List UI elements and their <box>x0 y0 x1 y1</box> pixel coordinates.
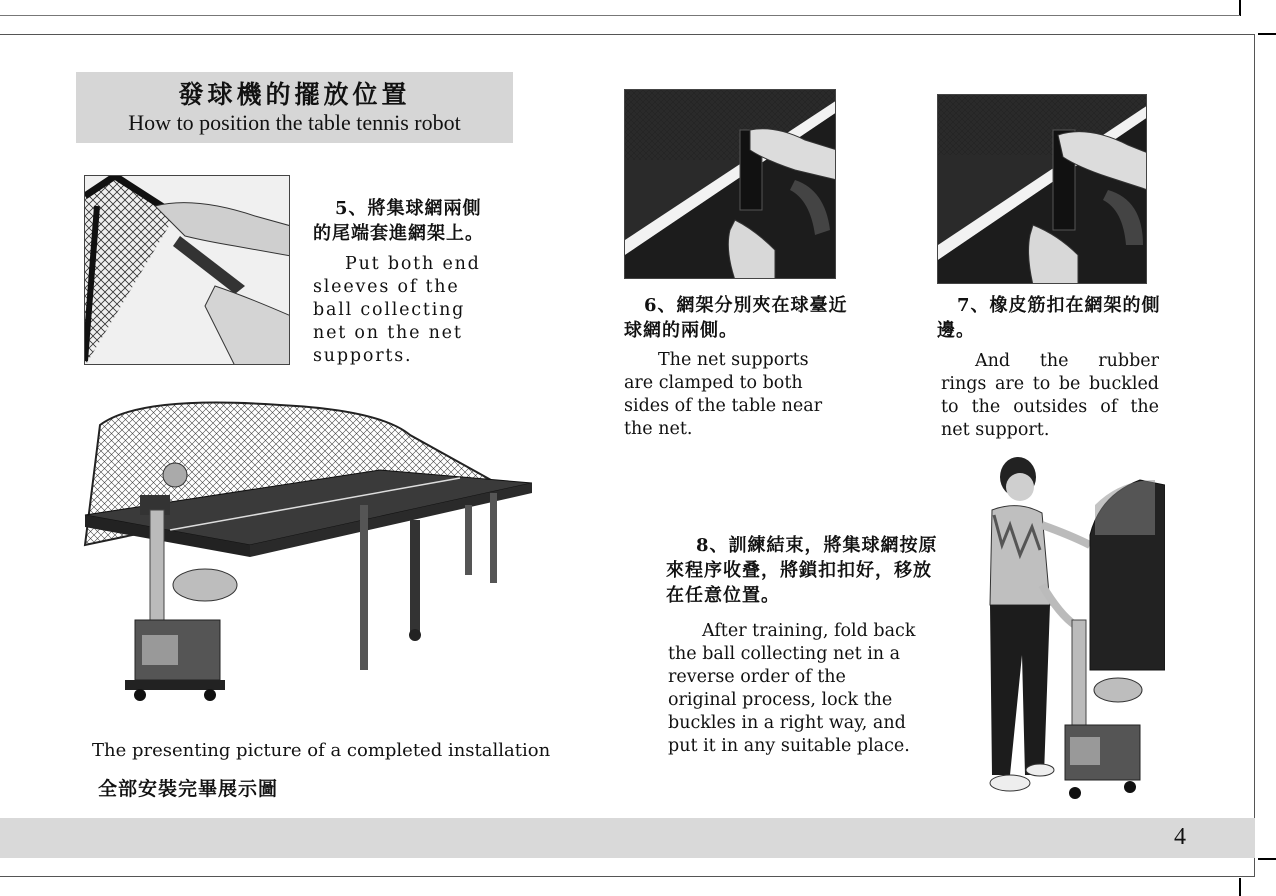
step7-en: And the rubber rings are to be buckled to the outsides of the net support. <box>941 351 1159 440</box>
rubber-ring-photo <box>937 94 1147 284</box>
completed-installation-photo <box>80 395 532 730</box>
net-sleeve-photo <box>84 175 290 365</box>
title-cn: 發球機的擺放位置 <box>178 80 411 109</box>
step5-cn: 5、將集球網兩側的尾端套進網架上。 <box>313 198 484 244</box>
step7-cn: 7、橡皮筋扣在網架的側邊。 <box>937 295 1161 341</box>
step6-en: The net supports are clamped to both sides of the table near the net. <box>624 350 823 439</box>
footer-band <box>0 818 1255 858</box>
net-support-clamp-photo <box>624 89 836 279</box>
page-top-edge <box>0 15 1240 16</box>
step8-en: After training, fold back the ball collecting net in a reverse order of the original process, lock the buckles in a right way, and put it in any suitable place. <box>668 621 916 756</box>
crop-mark-bottom <box>1239 878 1241 896</box>
step5-en: Put both end sleeves of the ball collecting net on the net supports. <box>313 254 481 366</box>
installation-caption-cn: 全部安裝完畢展示圖 <box>98 778 279 800</box>
crop-mark-right-top <box>1258 33 1276 35</box>
installation-caption-en: The presenting picture of a completed installation <box>92 740 551 761</box>
crop-mark-right-bottom <box>1258 858 1276 860</box>
crop-mark-top <box>1239 0 1241 16</box>
step6-cn: 6、網架分別夾在球臺近球網的兩側。 <box>624 295 848 341</box>
title-en: How to position the table tennis robot <box>128 110 461 135</box>
step8-cn: 8、訓練結束，將集球網按原來程序收叠，將鎖扣扣好，移放在任意位置。 <box>666 535 938 606</box>
page-number: 4 <box>1174 824 1186 850</box>
folded-robot-photo <box>980 455 1165 805</box>
section-title <box>76 72 513 143</box>
